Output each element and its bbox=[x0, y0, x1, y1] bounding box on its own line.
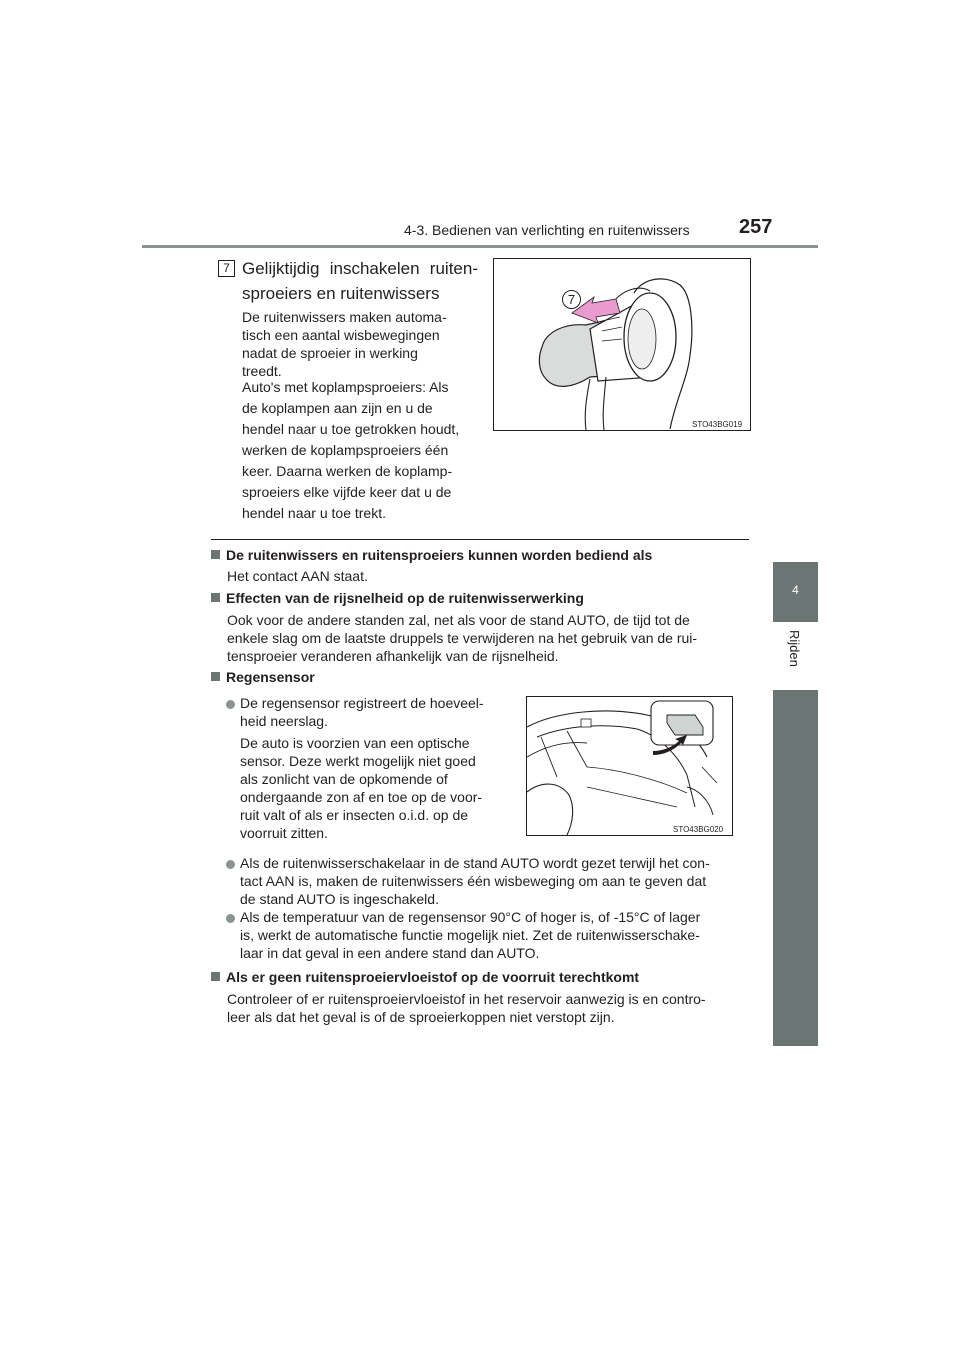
text-line: Het contact AAN staat. bbox=[227, 568, 368, 584]
text-line: hendel naar u toe getrokken houdt, bbox=[242, 421, 460, 437]
chapter-tab-label bbox=[773, 624, 818, 690]
bullet-icon bbox=[226, 914, 235, 923]
bullet-text bbox=[240, 908, 749, 962]
bullet-icon bbox=[226, 700, 235, 709]
text-line: tact AAN is, maken de ruitenwissers één wisbeweging om aan te geven dat bbox=[240, 873, 707, 889]
chapter-tab-number: 4 bbox=[773, 562, 818, 622]
step7-paragraph-2 bbox=[242, 377, 478, 524]
text-line: leer als dat het geval is of de sproeierkoppen niet verstopt zijn. bbox=[227, 1009, 615, 1025]
text-line: Als de temperatuur van de regensensor 90°C of hoger is, of -15°C of lager bbox=[240, 909, 701, 925]
square-bullet-icon bbox=[211, 550, 220, 559]
step7-title-line: sproeiers en ruitenwissers bbox=[242, 284, 440, 303]
wiper-lever-drawing bbox=[494, 259, 750, 430]
rain-sensor-illustration bbox=[526, 696, 733, 836]
rain-sensor-drawing bbox=[527, 697, 732, 835]
text-line: Ook voor de andere standen zal, net als voor de stand AUTO, de tijd tot de bbox=[227, 612, 690, 628]
section-heading-text: Als er geen ruitensproeiervloeistof op de voorruit terechtkomt bbox=[226, 969, 640, 985]
section-heading-text: Regensensor bbox=[226, 669, 315, 685]
section-text bbox=[227, 611, 749, 665]
text-line: werken de koplampsproeiers één bbox=[242, 442, 449, 458]
text-line: de koplampen aan zijn en u de bbox=[242, 400, 433, 416]
text-line: enkele slag om de laatste druppels te verwijderen na het gebruik van de rui- bbox=[227, 630, 698, 646]
figure-marker-7: 7 bbox=[562, 290, 581, 309]
text-line: hendel naar u toe trekt. bbox=[242, 505, 386, 521]
text-line: Als de ruitenwisserschakelaar in de stand AUTO wordt gezet terwijl het con- bbox=[240, 855, 710, 871]
figure-code: STO43BG019 bbox=[692, 420, 743, 429]
text-line: De ruitenwissers maken automa- bbox=[242, 309, 447, 325]
step7-paragraph-1 bbox=[242, 308, 478, 380]
running-header: 4-3. Bedienen van verlichting en ruitenwissers bbox=[404, 222, 690, 238]
bullet-icon bbox=[226, 860, 235, 869]
text-line: De regensensor registreert de hoeveel- bbox=[240, 695, 484, 711]
text-line: treedt. bbox=[242, 363, 282, 379]
figure-code: STO43BG020 bbox=[673, 825, 724, 834]
text-line: laar in dat geval in een andere stand dan AUTO. bbox=[240, 945, 540, 961]
step7-title-line: Gelijktijdig inschakelen ruiten- bbox=[242, 259, 478, 278]
bullet-paragraph bbox=[240, 734, 505, 842]
wiper-lever-illustration bbox=[493, 258, 751, 431]
text-line: tisch een aantal wisbewegingen bbox=[242, 327, 440, 343]
section-heading bbox=[211, 969, 639, 985]
text-line: nadat de sproeier in werking bbox=[242, 345, 418, 361]
section-divider bbox=[211, 539, 749, 540]
text-line: heid neerslag. bbox=[240, 713, 328, 729]
step-marker-7: 7 bbox=[218, 260, 235, 277]
text-line: voorruit zitten. bbox=[240, 825, 328, 841]
bullet-text bbox=[240, 854, 749, 908]
page-number: 257 bbox=[739, 216, 773, 238]
text-line: is, werkt de automatische functie mogelijk niet. Zet de ruitenwisserschake- bbox=[240, 927, 700, 943]
section-heading bbox=[211, 669, 315, 685]
bullet-text bbox=[240, 694, 505, 730]
section-heading bbox=[211, 590, 584, 606]
section-heading-text: Effecten van de rijsnelheid op de ruitenwisserwerking bbox=[226, 590, 584, 606]
section-heading bbox=[211, 547, 652, 563]
section-text bbox=[227, 568, 749, 584]
section-text bbox=[227, 990, 749, 1026]
chapter-tab-bar bbox=[773, 690, 818, 1046]
text-line: de stand AUTO is ingeschakeld. bbox=[240, 891, 439, 907]
square-bullet-icon bbox=[211, 672, 220, 681]
text-line: sproeiers elke vijfde keer dat u de bbox=[242, 484, 452, 500]
text-line: tensproeier veranderen afhankelijk van de rijsnelheid. bbox=[227, 648, 559, 664]
chapter-tab-label-text: Rijden bbox=[787, 630, 802, 667]
header-rule bbox=[142, 245, 818, 248]
text-line: als zonlicht van de opkomende of bbox=[240, 771, 448, 787]
text-line: ondergaande zon af en toe op de voor- bbox=[240, 789, 483, 805]
section-heading-text: De ruitenwissers en ruitensproeiers kunnen worden bediend als bbox=[226, 547, 653, 563]
text-line: keer. Daarna werken de koplamp- bbox=[242, 463, 453, 479]
text-line: ruit valt of als er insecten o.i.d. op de bbox=[240, 807, 469, 823]
text-line: Auto's met koplampsproeiers: Als bbox=[242, 379, 449, 395]
text-line: sensor. Deze werkt mogelijk niet goed bbox=[240, 753, 476, 769]
text-line: Controleer of er ruitensproeiervloeistof in het reservoir aanwezig is en contro- bbox=[227, 991, 706, 1007]
text-line: De auto is voorzien van een optische bbox=[240, 735, 470, 751]
square-bullet-icon bbox=[211, 593, 220, 602]
step7-title bbox=[242, 256, 478, 306]
square-bullet-icon bbox=[211, 972, 220, 981]
